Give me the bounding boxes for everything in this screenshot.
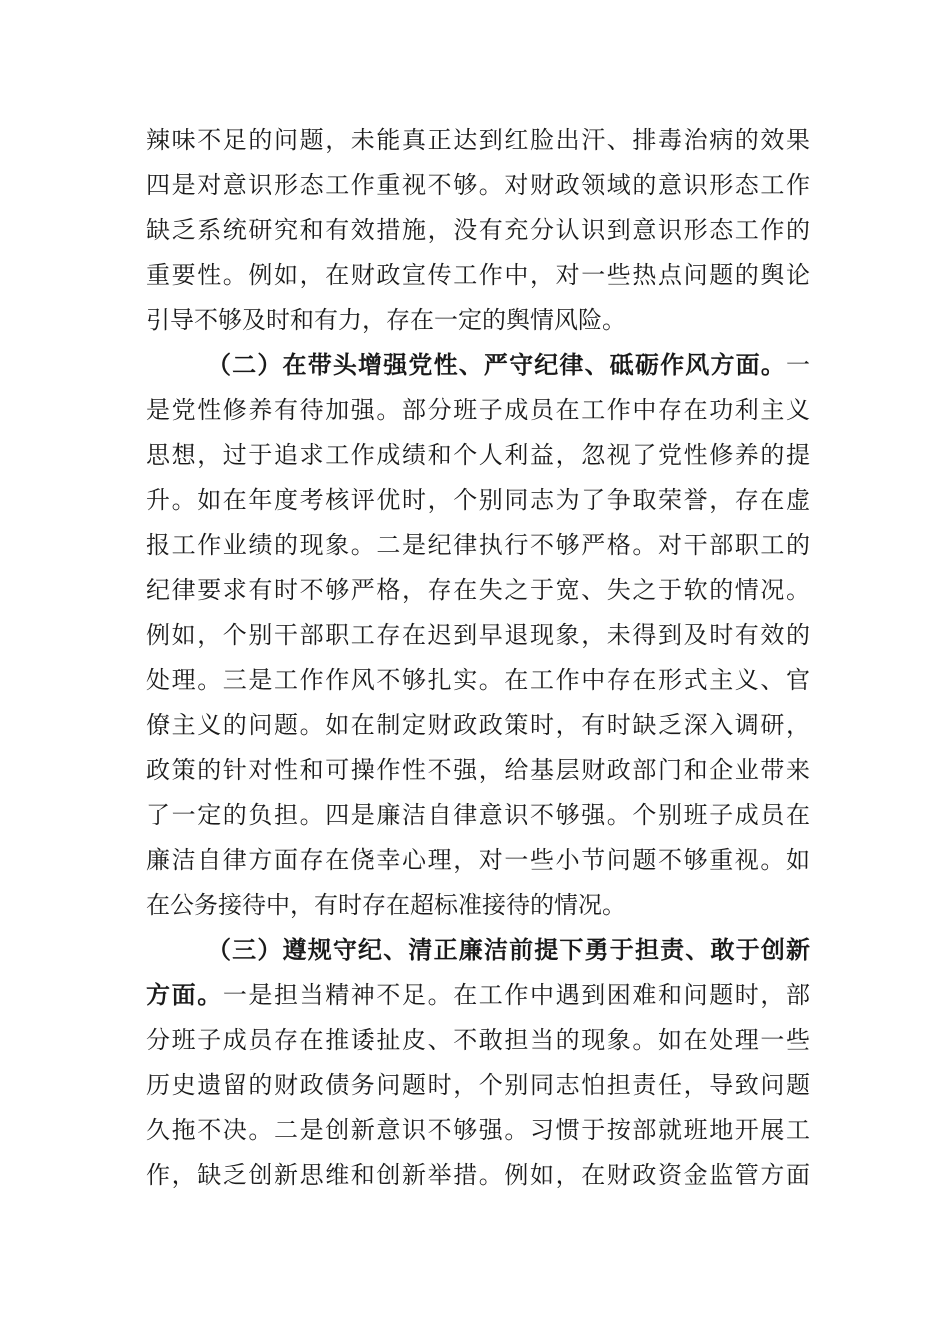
text-line: 例如，个别干部职工存在迟到早退现象，未得到及时有效的 [146,621,810,649]
text-line: 引导不够及时和有力，存在一定的舆情风险。 [146,306,626,334]
text-line: 重要性。例如，在财政宣传工作中，对一些热点问题的舆论 [146,261,810,289]
section-heading-2 [207,343,810,387]
text-line: 纪律要求有时不够严格，存在失之于宽、失之于软的情况。 [146,576,810,604]
text-line: 辣味不足的问题，未能真正达到红脸出汗、排毒治病的效果 [146,126,810,154]
section-heading-3: （三）遵规守纪、清正廉洁前提下勇于担责、敢于创新 [207,935,810,964]
section-2-start: 一 [786,351,810,379]
text-line: 是党性修养有待加强。部分班子成员在工作中存在功利主义 [146,396,810,424]
text-line: 政策的针对性和可操作性不强，给基层财政部门和企业带来 [146,756,810,784]
text-line: 升。如在年度考核评优时，个别同志为了争取荣誉，存在虚 [146,486,810,514]
text-line: 处理。三是工作作风不够扎实。在工作中存在形式主义、官 [146,666,810,694]
section-heading-2-text: （二）在带头增强党性、严守纪律、砥砺作风方面。 [207,350,786,379]
text-line: 僚主义的问题。如在制定财政政策时，有时缺乏深入调研， [146,711,810,739]
text-line: 报工作业绩的现象。二是纪律执行不够严格。对干部职工的 [146,531,810,559]
text-line: 作，缺乏创新思维和创新举措。例如，在财政资金监管方面 [146,1161,810,1189]
text-line: 思想，过于追求工作成绩和个人利益，忽视了党性修养的提 [146,441,810,469]
text-line: 历史遗留的财政债务问题时，个别同志怕担责任，导致问题 [146,1071,810,1099]
text-line: 廉洁自律方面存在侥幸心理，对一些小节问题不够重视。如 [146,846,810,874]
section-heading-3-cont [146,973,810,1017]
text-line: 分班子成员存在推诿扯皮、不敢担当的现象。如在处理一些 [146,1026,810,1054]
text-line: 了一定的负担。四是廉洁自律意识不够强。个别班子成员在 [146,801,810,829]
text-line: 四是对意识形态工作重视不够。对财政领域的意识形态工作 [146,171,810,199]
section-heading-3-end: 方面。 [146,980,223,1009]
text-line: 缺乏系统研究和有效措施，没有充分认识到意识形态工作的 [146,216,810,244]
text-line: 久拖不决。二是创新意识不够强。习惯于按部就班地开展工 [146,1116,810,1144]
section-3-start: 一是担当精神不足。在工作中遇到困难和问题时，部 [222,981,811,1009]
text-line: 在公务接待中，有时存在超标准接待的情况。 [146,891,626,919]
